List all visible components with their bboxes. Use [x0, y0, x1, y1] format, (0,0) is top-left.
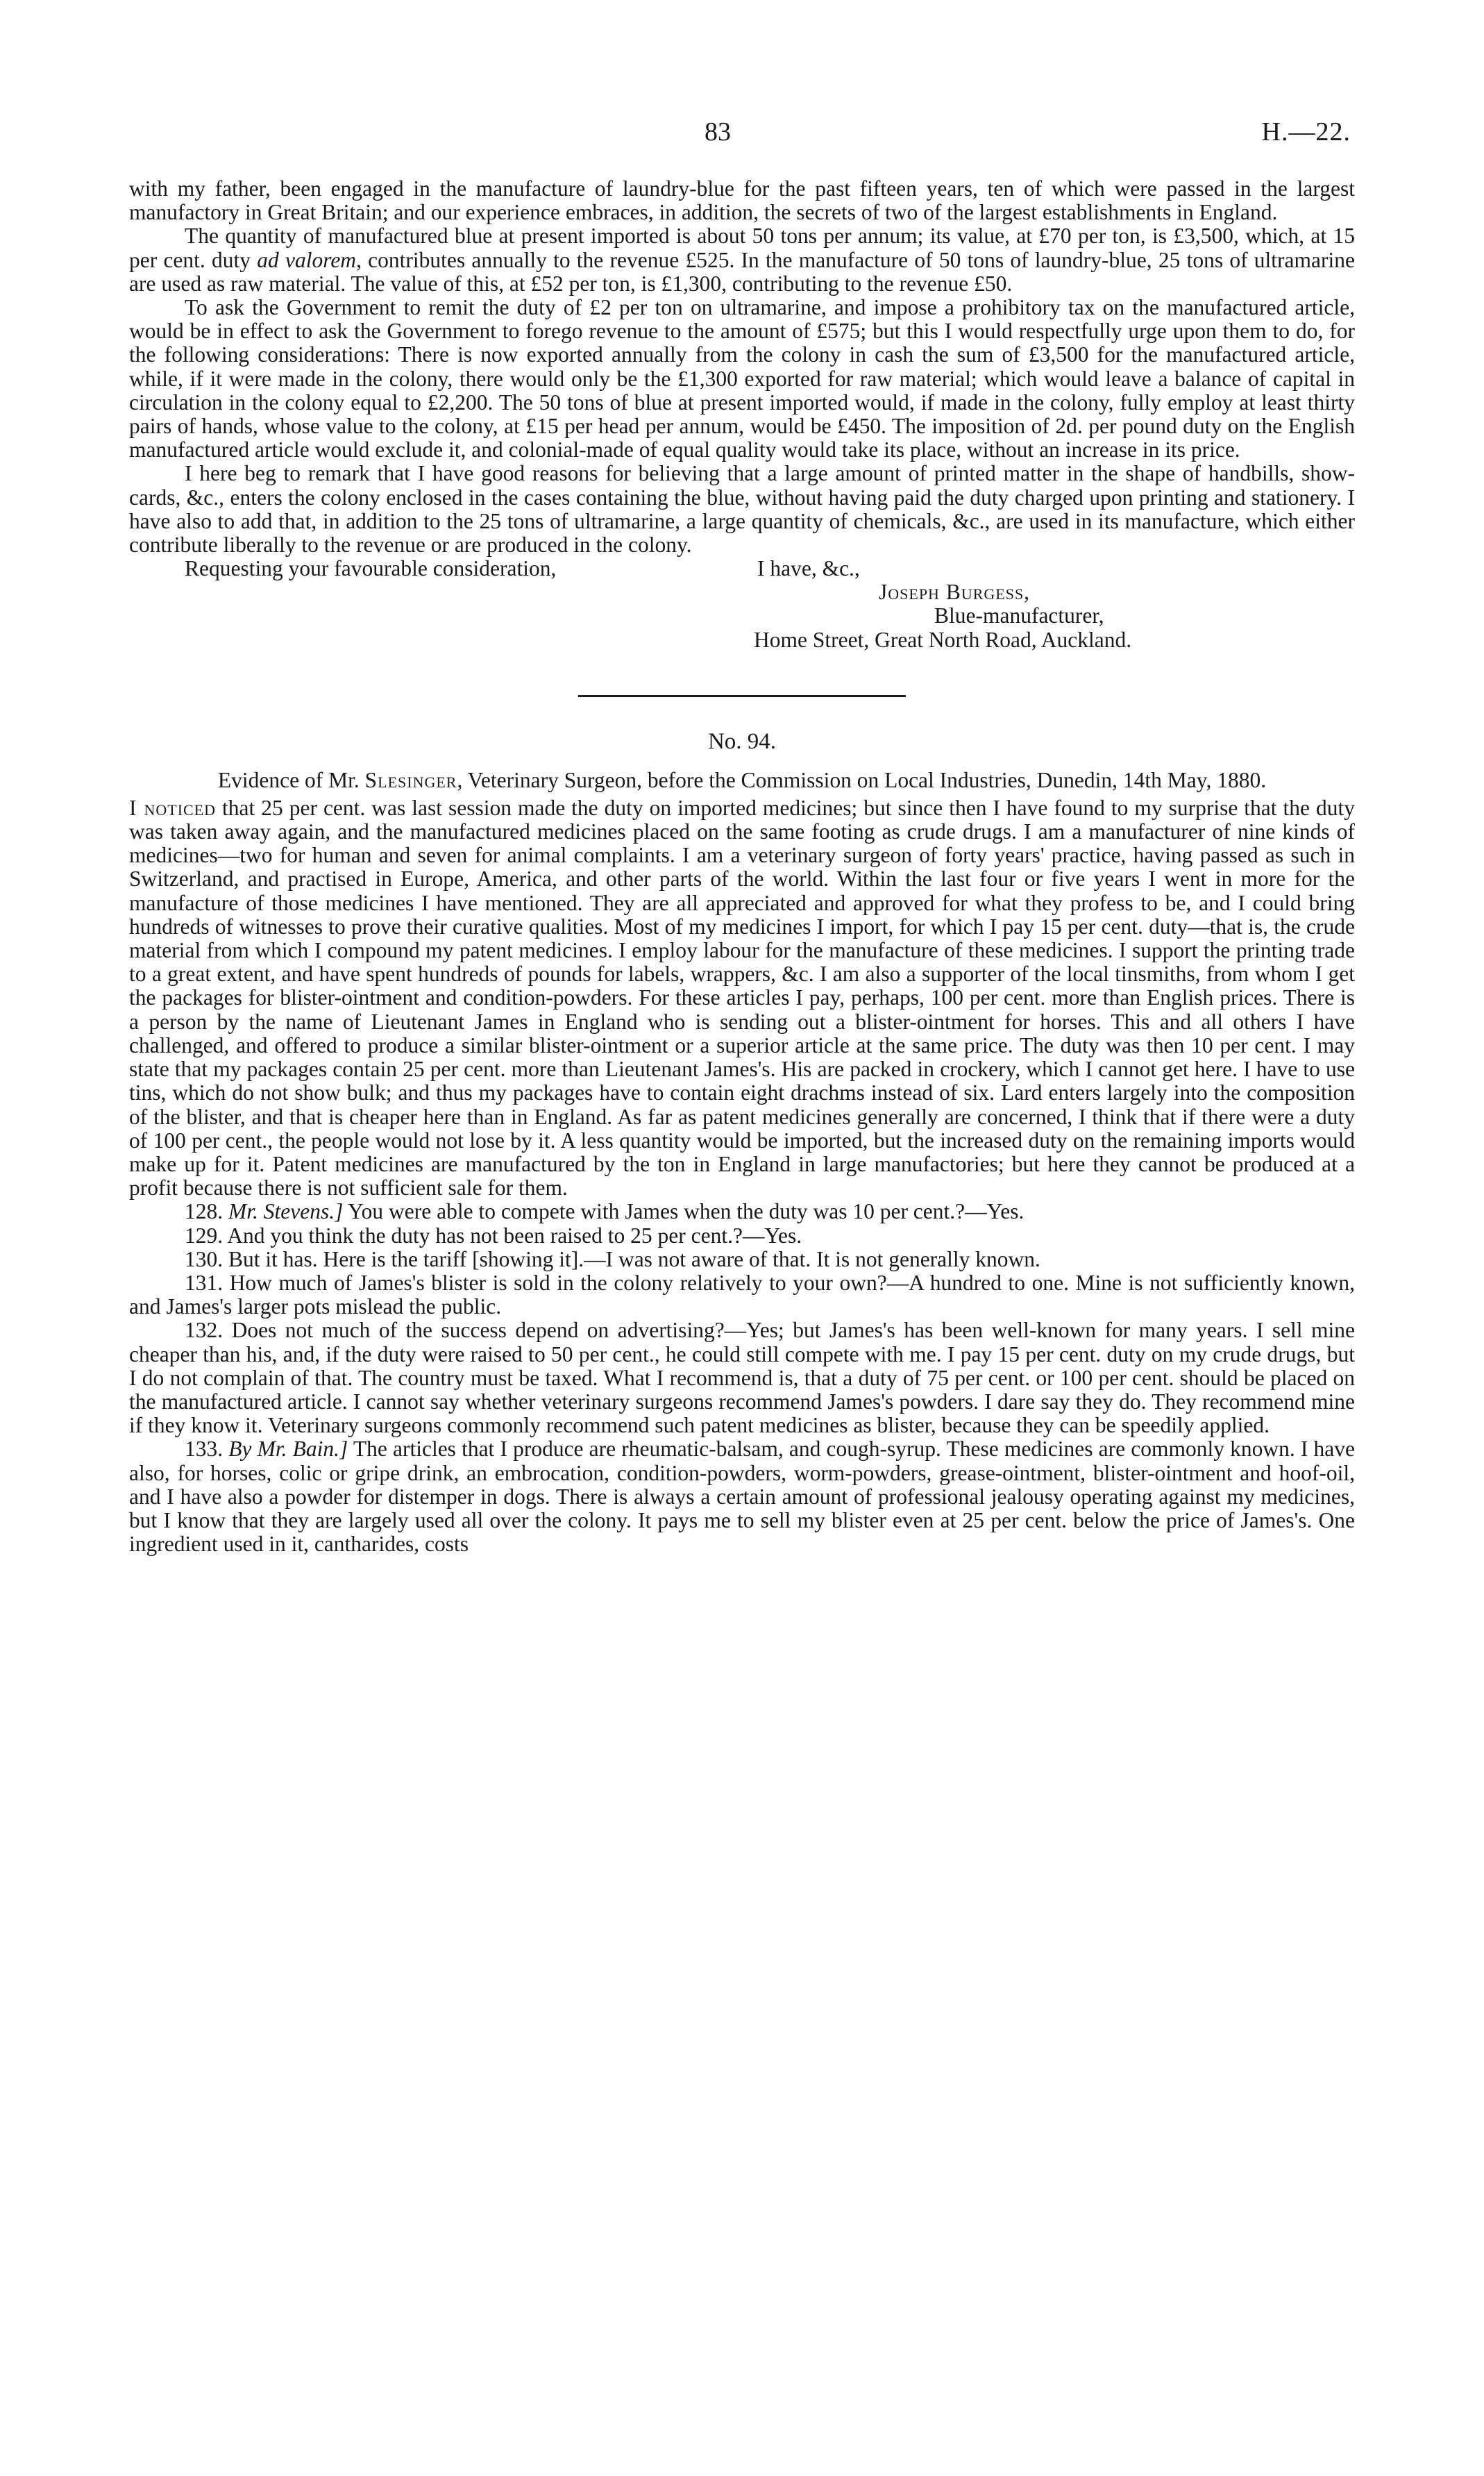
question-text: But it has. Here is the tariff [showing it].—I was not aware of that. It is not generally known.	[223, 1246, 1040, 1271]
statement-text: that 25 per cent. was last session made the duty on imported medicines; but since then I have found to my surprise that the duty was taken away again, and the manufactured medicines placed on the same footing as crude drugs. I am a manufacturer of nine kinds of medicines—two for human and seven for animal complaints. I am a veterinary surgeon of forty years' practice, having passed as such in Switzerland, and practised in Europe, America, and other parts of the world. Within the last four or five years I went in more for the manufacture of those medicines I have mentioned. They are all appreciated and approved for what they profess to be, and I could bring hundreds of witnesses to prove their curative qualities. Most of my medicines I import, for which I pay 15 per cent. duty—that is, the crude material from which I compound my patent medicines. I employ labour for the manufacture of these medicines. I support the printing trade to a great extent, and have spent hundreds of pounds for labels, wrappers, &c. I am also a supporter of the local tinsmiths, from whom I get the packages for blister-ointment and condition-powders. For these articles I pay, perhaps, 100 per cent. more than English prices. There is a person by the name of Lieutenant James in England who is sending out a blister-ointment for horses. This and all others I have challenged, and offered to produce a similar blister-ointment or a superior article at the same price. The duty was then 10 per cent. I may state that my packages contain 25 per cent. more than Lieutenant James's. His are packed in crockery, which I cannot get here. I have to use tins, which do not show bulk; and thus my packages have to contain eight drachms instead of six. Lard enters largely into the composition of the blister, and that is cheaper here than in England. As far as patent medicines generally are concerned, I think that if there were a duty of 100 per cent., the people would not lose by it. A less quantity would be imported, but the increased duty on the remaining imports would make up for it. Patent medicines are manufactured by the ton in England in large manufactories; but here they cannot be produced at a profit because there is not sufficient sale for them.	[129, 795, 1356, 1201]
question-text: Does not much of the success depend on advertising?—Yes; but James's has been well-known for many years. I sell mine cheaper than his, and, if the duty were raised to 50 per cent., he could still compete with me. I pay 15 per cent. duty on my crude drugs, but I do not complain of that. The country must be taxed. What I recommend is, that a duty of 75 per cent. or 100 per cent. should be placed on the manufactured article. I cannot say whether veterinary surgeons recommend James's powders. I dare say they do. They recommend mine if they know it. Veterinary surgeons commonly recommend such patent medicines as blister, because they can be speedily applied.	[129, 1318, 1355, 1438]
evidence-section	[129, 728, 1355, 1557]
question-text: How much of James's blister is sold in the colony relatively to your own?—A hundred to one. Mine is not sufficiently known, and James's larger pots mislead the public.	[129, 1270, 1355, 1319]
closing-request: Requesting your favourable consideration,	[185, 556, 557, 581]
signature-title: Blue-manufacturer,	[934, 603, 1104, 628]
question-text: You were able to compete with James when the duty was 10 per cent.?—Yes.	[343, 1199, 1025, 1224]
witness-name: Slesinger	[364, 767, 457, 792]
page-header	[0, 117, 1484, 158]
question-number: 129.	[185, 1223, 224, 1248]
section-number: No. 94.	[707, 728, 777, 754]
letter-paragraph: The quantity of manufactured blue at present imported is about 50 tons per annum; its value, at £70 per ton, is £3,500, which, at 15 per cent. duty ad valorem, contributes annually to the revenue £525. In the manufacture of 50 tons of laundry-blue, 25 tons of ultramarine are used as raw material. The value of this, at £52 per ton, is £1,300, contributing to the revenue £50.	[129, 224, 1355, 296]
signature-name: Joseph Burgess,	[879, 580, 1031, 605]
letter-paragraph: To ask the Government to remit the duty of £2 per ton on ultramarine, and impose a prohibitory tax on the manufactured article, would be in effect to ask the Government to forego revenue to the amount of £575; but this I would respectfully urge upon them to do, for the following considerations: There is now exported annually from the colony in cash the sum of £3,500 for the manufactured article, while, if it were made in the colony, there would only be the £1,300 exported for raw material; which would leave a balance of capital in circulation in the colony equal to £2,200. The 50 tons of blue at present imported would, if made in the colony, fully employ at least thirty pairs of hands, whose value to the colony, at £15 per head per annum, would be £450. The imposition of 2d. per pound duty on the English manufactured article would exclude it, and colonial-made of equal quality would take its place, without an increase in its price.	[129, 295, 1355, 462]
question-number: 133.	[185, 1437, 224, 1462]
question-number: 130.	[185, 1246, 224, 1271]
letter-closing	[129, 557, 1355, 654]
page-body	[129, 177, 1355, 1556]
letter-paragraph: with my father, been engaged in the manufacture of laundry-blue for the past fifteen years, ten of which were passed in the largest manufactory in Great Britain; and our experience embraces, in addition, the secrets of two of the largest establishments in England.	[129, 176, 1355, 225]
witness-statement	[129, 796, 1355, 1200]
section-divider	[578, 695, 906, 697]
question-129	[129, 1224, 1355, 1248]
signature-address: Home Street, Great North Road, Auckland.	[754, 627, 1132, 652]
page-number: 83	[705, 117, 731, 147]
statement-lead: I noticed	[129, 795, 217, 820]
question-speaker: By Mr. Bain.]	[228, 1437, 348, 1462]
heading-suffix: , Veterinary Surgeon, before the Commission on Local Industries, Dunedin, 14th May, 1880.	[457, 767, 1267, 792]
question-text: The articles that I produce are rheumatic-balsam, and cough-syrup. These medicines are commonly known. I have also, for horses, colic or gripe drink, an embrocation, condition-powders, worm-powders, grease-ointment, blister-ointment and hoof-oil, and I have also a powder for distemper in dogs. There is always a certain amount of professional jealousy operating against my medicines, but I know that they are largely used all over the colony. It pays me to sell my blister even at 25 per cent. below the price of James's. One ingredient used in it, cantharides, costs	[129, 1437, 1356, 1557]
letter	[129, 177, 1355, 652]
question-number: 132.	[185, 1318, 224, 1343]
question-text: And you think the duty has not been raised to 25 per cent.?—Yes.	[223, 1223, 802, 1248]
question-131	[129, 1271, 1355, 1319]
letter-paragraph: I here beg to remark that I have good reasons for believing that a large amount of printed matter in the shape of handbills, show-cards, &c., enters the colony enclosed in the cases containing the blue, without having paid the duty charged upon printing and stationery. I have also to add that, in addition to the 25 tons of ultramarine, a large quantity of chemicals, &c., are used in its manufacture, which either contribute liberally to the revenue or are produced in the colony.	[129, 461, 1355, 558]
question-number: 131.	[185, 1270, 224, 1295]
question-128	[129, 1200, 1355, 1223]
section-heading	[143, 768, 1341, 792]
heading-prefix: Evidence of Mr.	[217, 767, 360, 792]
question-speaker: Mr. Stevens.]	[228, 1199, 344, 1224]
question-number: 128.	[185, 1199, 224, 1224]
closing-salutation: I have, &c.,	[757, 556, 860, 581]
document-reference: H.—22.	[1261, 117, 1351, 147]
question-130	[129, 1248, 1355, 1271]
question-133	[129, 1437, 1355, 1556]
question-132	[129, 1319, 1355, 1437]
